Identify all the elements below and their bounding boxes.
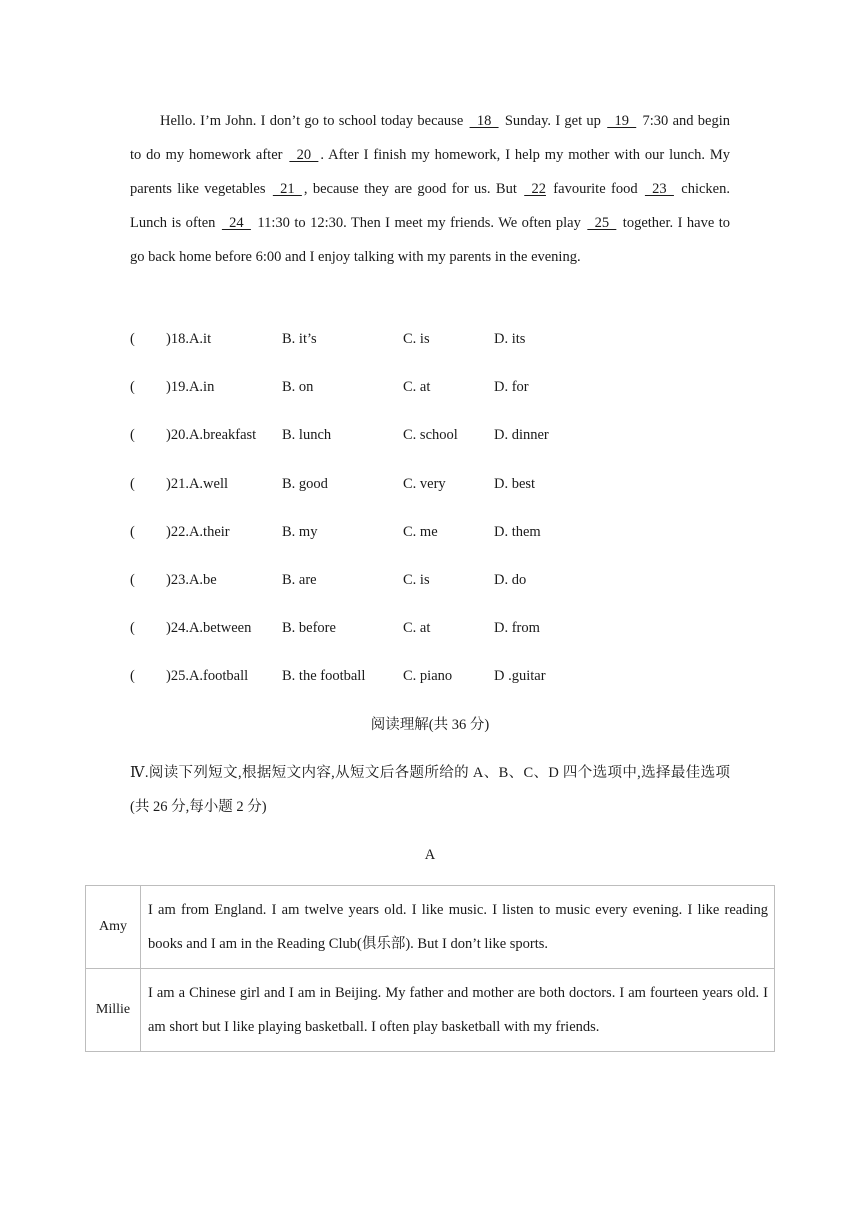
option-d: D. its xyxy=(494,331,526,347)
option-c: C. at xyxy=(403,379,431,396)
option-a: )18.A.it xyxy=(166,331,212,347)
option-b: B. are xyxy=(282,571,317,588)
option-c: C. at xyxy=(403,620,431,637)
question-row xyxy=(130,611,730,659)
option-a: )22.A.their xyxy=(166,523,230,540)
question-row xyxy=(130,563,730,611)
answer-paren[interactable]: ( xyxy=(130,668,135,685)
passage-text: chicken. Lunch is often xyxy=(130,181,730,231)
passage-text: together. I have to go back home before 6:00 and I enjoy talking with my parents in the evening. xyxy=(130,215,730,265)
question-options xyxy=(130,322,730,708)
option-b: B. before xyxy=(282,620,336,637)
blank-20: 20 xyxy=(289,147,319,163)
option-a: )19.A.in xyxy=(166,379,215,396)
table-row xyxy=(86,886,775,969)
option-c: C. school xyxy=(403,427,458,444)
option-b: B. the football xyxy=(282,668,366,685)
option-d: D. dinner xyxy=(494,427,549,444)
passage-text: favourite food xyxy=(547,181,643,197)
option-b: B. good xyxy=(282,475,328,492)
option-d: D. from xyxy=(494,620,540,637)
option-d: D. best xyxy=(494,475,536,492)
option-c: C. piano xyxy=(403,668,453,685)
option-c: C. is xyxy=(403,331,430,347)
blank-19: 19 xyxy=(607,113,637,129)
option-a: )20.A.breakfast xyxy=(166,427,257,444)
option-d: D .guitar xyxy=(494,668,546,685)
profile-name: Amy xyxy=(86,886,141,969)
answer-paren[interactable]: ( xyxy=(130,427,135,444)
answer-paren[interactable]: ( xyxy=(130,523,135,540)
answer-paren[interactable]: ( xyxy=(130,379,135,396)
profile-name: Millie xyxy=(86,969,141,1052)
option-a: )23.A.be xyxy=(166,571,217,588)
option-d: D. for xyxy=(494,379,529,396)
blank-22: 22 xyxy=(524,181,546,197)
profile-table xyxy=(85,885,775,1052)
option-b: B. my xyxy=(282,523,318,540)
option-d: D. do xyxy=(494,571,527,588)
passage-label: A xyxy=(424,847,436,863)
blank-21: 21 xyxy=(272,181,302,197)
table-row xyxy=(86,969,775,1052)
passage-text: Sunday. I get up xyxy=(500,113,606,129)
option-a: )21.A.well xyxy=(166,475,229,492)
option-a: )24.A.between xyxy=(166,620,252,637)
option-c: C. very xyxy=(403,475,446,492)
passage-text: , because they are good for us. But xyxy=(303,181,523,197)
profile-text: I am from England. I am twelve years old. I like music. I listen to music every evening. I like reading books and I am in the Reading Club(俱乐部). But I don’t like sports. xyxy=(141,886,775,969)
question-row xyxy=(130,418,730,466)
passage-text: Hello. I’m John. I don’t go to school today because xyxy=(160,113,468,129)
section-instruction: Ⅳ.阅读下列短文,根据短文内容,从短文后各题所给的 A、B、C、D 四个选项中,选择最佳选项(共 26 分,每小题 2 分) xyxy=(130,765,730,815)
passage-text: 11:30 to 12:30. Then I meet my friends. We often play xyxy=(252,215,586,231)
answer-paren[interactable]: ( xyxy=(130,620,135,637)
question-row xyxy=(130,515,730,563)
option-b: B. on xyxy=(282,379,314,396)
option-b: B. it’s xyxy=(282,331,317,347)
section-title: 阅读理解(共 36 分) xyxy=(370,717,490,733)
question-row xyxy=(130,659,730,707)
passage-text: . After I finish my homework, I help my mother with our lunch. My parents like vegetables xyxy=(130,147,730,197)
blank-18: 18 xyxy=(469,113,499,129)
option-b: B. lunch xyxy=(282,427,332,444)
question-row xyxy=(130,322,730,370)
answer-paren[interactable]: ( xyxy=(130,475,135,492)
option-c: C. is xyxy=(403,571,430,588)
passage-text: 7:30 and begin to do my homework after xyxy=(130,113,731,163)
cloze-passage xyxy=(130,104,730,274)
question-row xyxy=(130,467,730,515)
answer-paren[interactable]: ( xyxy=(130,571,135,588)
blank-25: 25 xyxy=(587,215,617,231)
answer-paren[interactable]: ( xyxy=(130,331,135,347)
blank-24: 24 xyxy=(221,215,251,231)
option-c: C. me xyxy=(403,523,438,540)
option-d: D. them xyxy=(494,523,541,540)
blank-23: 23 xyxy=(644,181,674,197)
option-a: )25.A.football xyxy=(166,668,249,685)
question-row xyxy=(130,370,730,418)
profile-text: I am a Chinese girl and I am in Beijing. My father and mother are both doctors. I am fourteen years old. I am short but I like playing basketball. I often play basketball with my friends. xyxy=(141,969,775,1052)
